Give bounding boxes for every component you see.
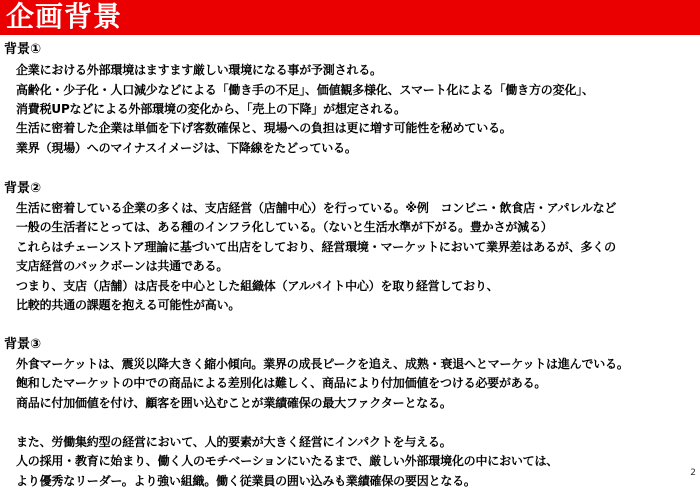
section-3-line: 飽和したマーケットの中での商品による差別化は難しく、商品により付加価値をつける必要がある。	[16, 376, 547, 390]
section-2-line: 一般の生活者にとっては、ある種のインフラ化している。（ないと生活水準が下がる。豊かさが減る）	[16, 220, 553, 234]
section-3-line: 商品に付加価値を付け、顧客を囲い込むことが業績確保の最大ファクターとなる。	[16, 396, 452, 410]
section-2-line: 支店経営のバックボーンは共通である。	[16, 259, 229, 273]
title-bar	[0, 0, 700, 35]
section-2-line: 生活に密着している企業の多くは、支店経営（店舗中心）を行っている。※例 コンビニ・飲食店・アパレルなど	[16, 201, 617, 215]
section-1-line: 生活に密着した企業は単価を下げ客数確保と、現場への負担は更に増す可能性を秘めている。	[16, 121, 512, 135]
section-1-line: 消費税UPなどによる外部環境の変化から、「売上の下降」が想定される。	[16, 102, 406, 116]
page-title: 企画背景	[6, 0, 123, 33]
section-3-line: また、労働集約型の経営において、人的要素が大きく経営にインパクトを与える。	[16, 435, 452, 449]
section-2-line: つまり、支店（店舗）は店長を中心とした組織体（アルバイト中心）を取り経営しており、	[16, 279, 499, 293]
section-heading-1: 背景①	[4, 42, 42, 57]
section-heading-3: 背景③	[4, 337, 42, 352]
section-2-line: これらはチェーンストア理論に基づいて出店をしており、経営環境・マーケットにおいて業界差はあるが、多くの	[16, 240, 616, 254]
section-1-line: 高齢化・少子化・人口減少などによる「働き手の不足」、価値観多様化、スマート化による「働き方の変化」、	[16, 83, 594, 97]
section-1-line: 企業における外部環境はますます厳しい環境になる事が予測される。	[16, 63, 382, 77]
section-3-line: 外食マーケットは、震災以降大きく縮小傾向。業界の成長ピークを追え、成熟・衰退へとマーケットは進んでいる。	[16, 357, 629, 371]
section-2-line: 比較的共通の課題を抱える可能性が高い。	[16, 298, 241, 312]
section-3-line: 人の採用・教育に始まり、働く人のモチベーションにいたるまで、厳しい外部環境化の中においては、	[16, 454, 559, 468]
section-heading-2: 背景②	[4, 181, 42, 196]
page-number: 2	[690, 468, 696, 478]
section-3-line: より優秀なリーダー。より強い組織。働く従業員の囲い込みも業績確保の要因となる。	[16, 474, 476, 488]
section-1-line: 業界（現場）へのマイナスイメージは、下降線をたどっている。	[16, 141, 357, 155]
